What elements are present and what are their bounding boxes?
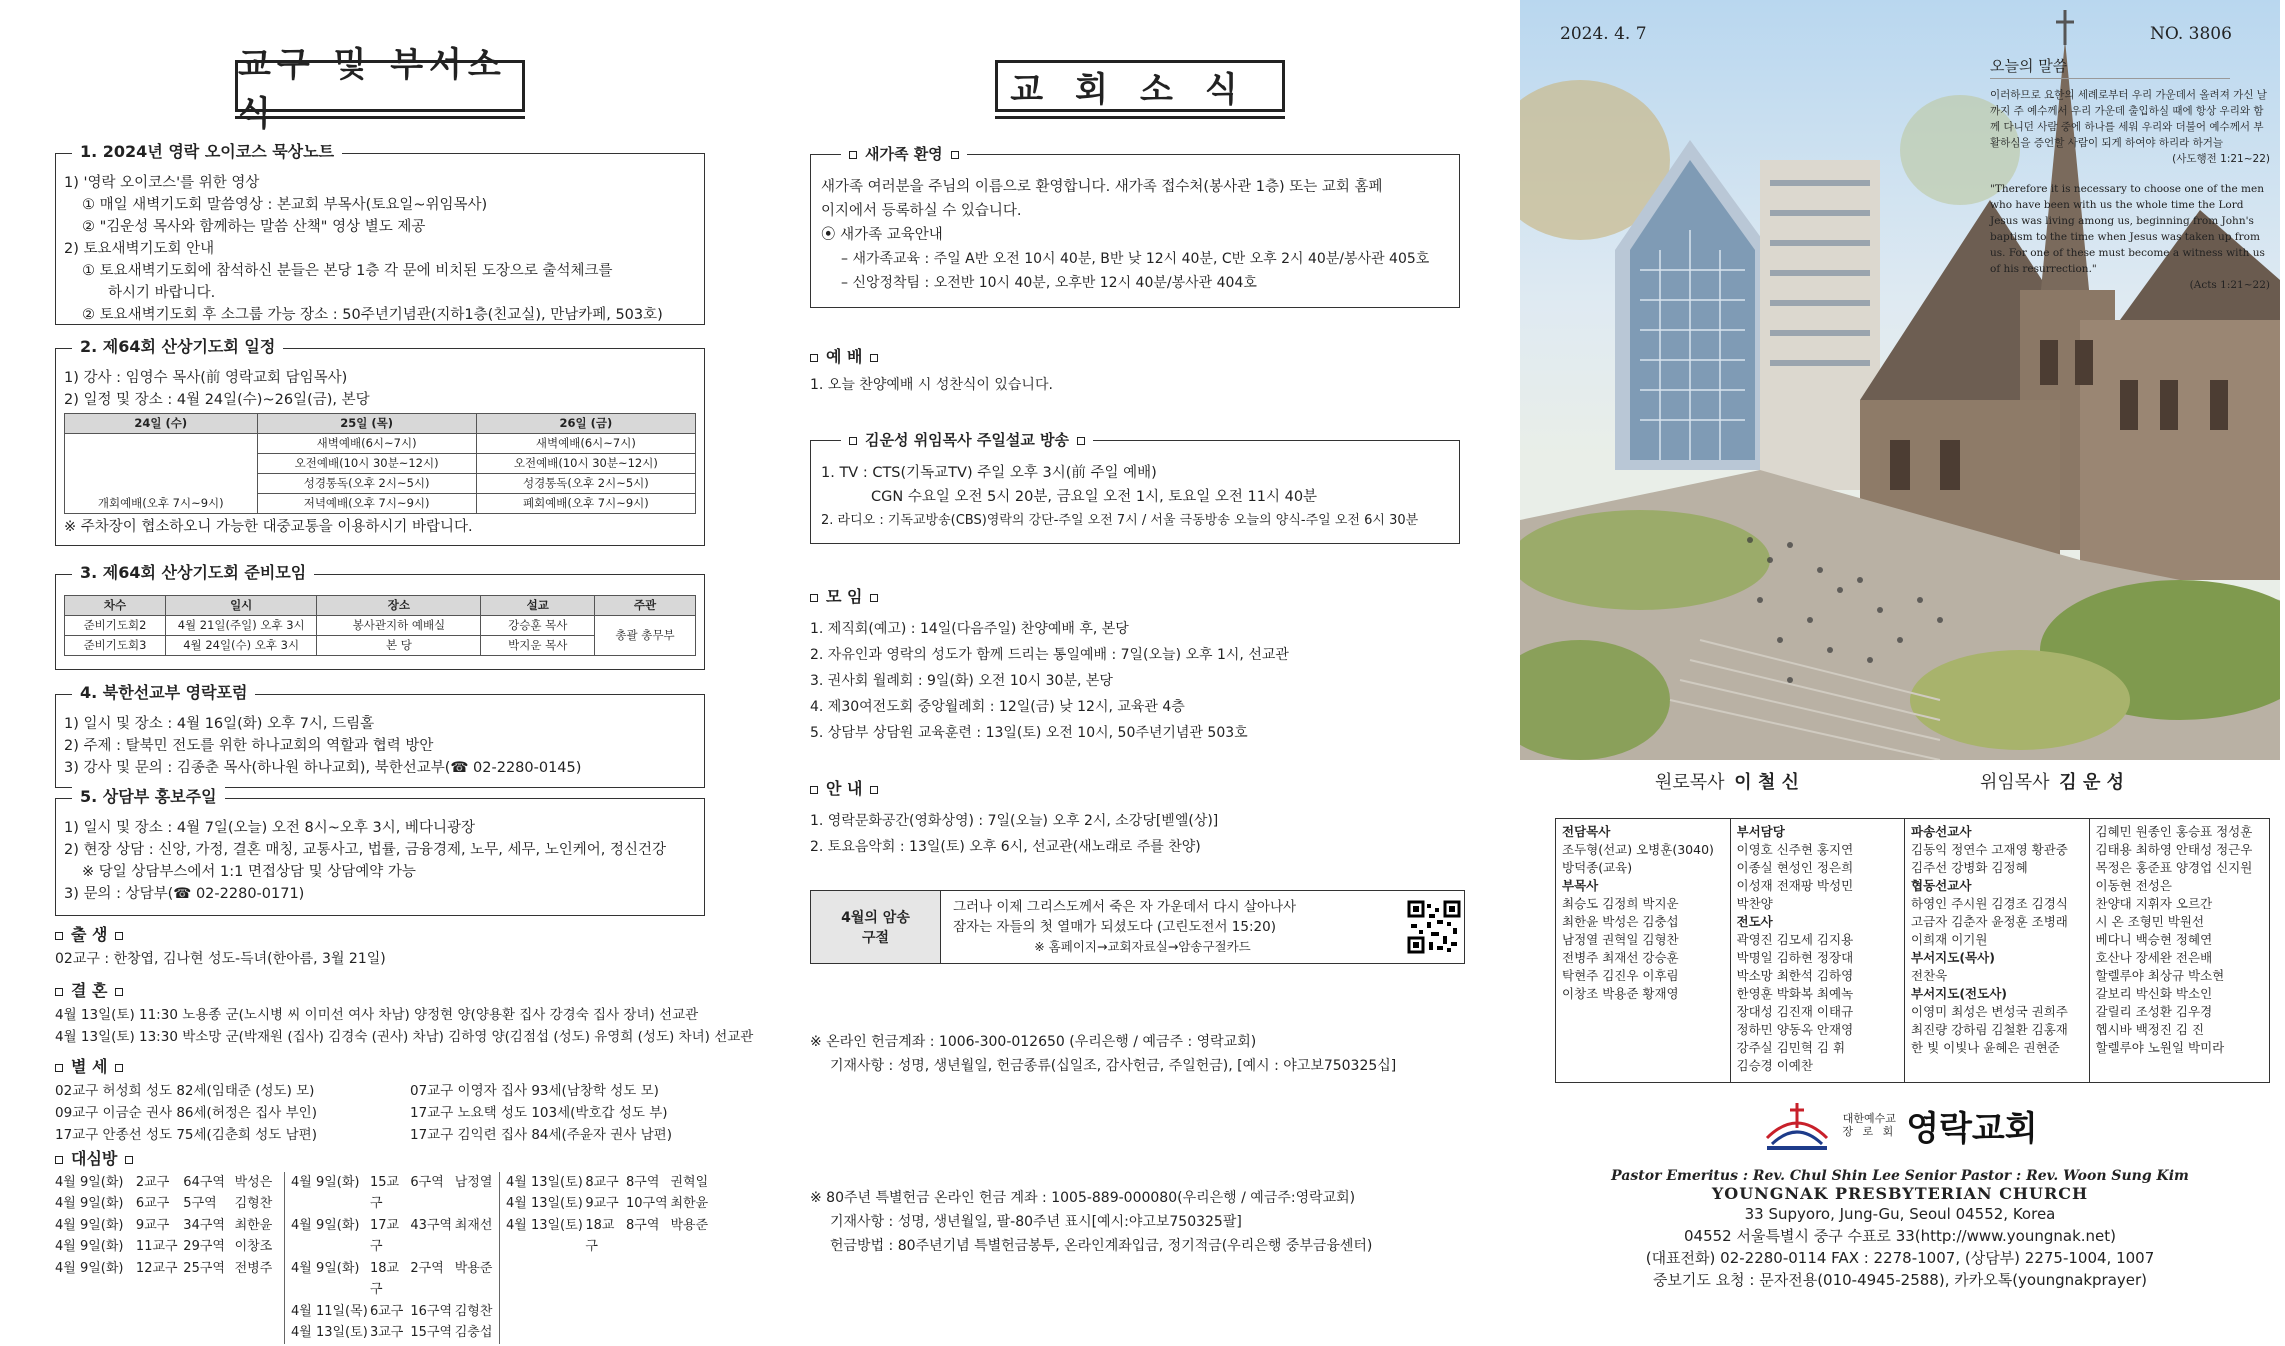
death-section (55, 1056, 705, 1146)
staff-names: 장대성 김진재 이태규 (1736, 1004, 1854, 1019)
visit-cell: 43구역 (410, 1217, 453, 1233)
pastor-title: 위임목사 (1980, 772, 2050, 793)
visit-cell: 18교구 (369, 1260, 400, 1297)
staff-names: 김태용 최하영 안태성 정근우 (2095, 842, 2253, 857)
dept-news-title: 교구 및 부서소식 (235, 60, 525, 112)
text-line: ※ 홈페이지→교회자료실→암송구절카드 (1034, 939, 1251, 954)
text-line: 헌금방법 : 80주년기념 특별헌금봉투, 온라인계좌입금, 정기적금(우리은행 중부금융센터) (830, 1238, 1373, 1254)
visit-row (506, 1172, 715, 1194)
visit-cell: 4월 9일(화) (291, 1217, 360, 1233)
staff-names: 고금자 김춘자 윤정훈 조병래 (1911, 914, 2068, 929)
visit-cell: 전병주 (234, 1260, 273, 1276)
staff-names: 헵시바 백정진 김 진 (2095, 1022, 2205, 1037)
table-cell: 성경통독(오후 2시~5시) (257, 474, 476, 494)
visit-cell: 6구역 (410, 1174, 444, 1190)
death-head: 별 세 (71, 1057, 108, 1076)
visit-cell: 18교구 (585, 1217, 615, 1254)
text-line: 기재사항 : 성명, 생년월일, 헌금종류(십일조, 감사헌금, 주일헌금), [예시 : 야고보750325십] (830, 1058, 1397, 1074)
visit-cell: 4월 9일(화) (55, 1196, 124, 1211)
staff-names: 최진량 강하림 김철환 김홍재 (1911, 1022, 2068, 1037)
table-cell: 준비기도회3 (65, 636, 166, 656)
verse-english-ref: (Acts 1:21~22) (2189, 279, 2270, 291)
staff-column-2 (1731, 819, 1906, 1082)
text-line: 하시기 바랍니다. (108, 285, 216, 301)
visit-cell: 김형찬 (234, 1196, 273, 1211)
table-cell: 폐회예배(오후 7시~9시) (476, 494, 695, 514)
text-line: ① 토요새벽기도회에 참석하신 분들은 본당 1층 각 문에 비치된 도장으로 출석체크를 (82, 263, 613, 279)
table-cell: 오전예배(10시 30분~12시) (476, 454, 695, 474)
staff-names: 최한윤 박성은 김충섭 (1562, 914, 1679, 929)
staff-names: 전찬욱 (1911, 968, 1948, 983)
table-header: 일시 (165, 596, 316, 616)
text-line: 17교구 안종선 성도 75세(김춘희 성도 남편) (55, 1127, 317, 1143)
staff-names: 이종실 현성인 정은희 (1736, 860, 1854, 875)
text-line: CGN 수요일 오전 5시 20분, 금요일 오전 1시, 토요일 오전 11시 40분 (871, 489, 1318, 505)
text-line: 09교구 이금순 권사 86세(허정은 집사 부인) (55, 1105, 317, 1121)
text-line: ② 토요새벽기도회 후 소그룹 가능 장소 : 50주년기념관(지하1층(친교실), 만남카페, 503호) (82, 307, 663, 323)
wedding-head: 결 혼 (71, 981, 108, 1000)
staff-label: 파송선교사 (1911, 824, 1972, 839)
staff-label: 부서담당 (1736, 824, 1785, 839)
staff-names: 찬양대 지휘자 오르간 (2095, 896, 2213, 911)
visit-column-2 (285, 1172, 500, 1344)
section-nk-forum-head: 4. 북한선교부 영락포럼 (72, 682, 255, 704)
staff-names: 곽영진 김모세 김지용 (1736, 932, 1854, 947)
text-line: 02교구 : 한창엽, 김나현 성도-득녀(한아름, 3월 21일) (55, 951, 386, 967)
staff-names: 박찬양 (1736, 896, 1773, 911)
visit-row (291, 1258, 499, 1301)
table-cell: 새벽예배(6시~7시) (476, 434, 695, 454)
visit-cell: 5구역 (183, 1196, 217, 1211)
text-line: 기재사항 : 성명, 생년월일, 팔-80주년 표시[예시:야고보750325팔] (830, 1214, 1242, 1230)
staff-names: 하영인 주시원 김경조 김경식 (1911, 896, 2068, 911)
table-cell: 총괄 총무부 (595, 616, 696, 656)
pastor-emeritus (1655, 768, 1799, 794)
staff-names: 목정은 홍준표 양경업 신지원 (2095, 860, 2253, 875)
text-line: 2. 자유인과 영락의 성도가 함께 드리는 통일예배 : 7일(오늘) 오후 1시, 선교관 (810, 647, 1289, 663)
visit-cell: 8교구 (585, 1174, 619, 1190)
staff-names: 박명일 김하현 정장대 (1736, 950, 1854, 965)
staff-names: 방덕종(교육) (1562, 860, 1633, 875)
staff-label: 전담목사 (1562, 824, 1611, 839)
staff-names: 이영호 신주현 홍지연 (1736, 842, 1854, 857)
visit-row (55, 1236, 280, 1258)
church-name: 영락교회 (1906, 1108, 2038, 1149)
text-line: 4월 13일(토) 11:30 노용종 군(노시병 씨 이미선 여사 차남) 양정현 양(양용환 집사 강경숙 집사 장녀) 선교관 (55, 1007, 699, 1023)
visit-cell: 4월 9일(화) (55, 1239, 124, 1254)
table-header: 장소 (317, 596, 481, 616)
text-line: 이지에서 등록하실 수 있습니다. (821, 203, 1022, 219)
text-line: ② "김운성 목사와 함께하는 말씀 산책" 영상 별도 제공 (82, 219, 426, 235)
visit-cell: 이창조 (234, 1239, 273, 1254)
visit-cell: 박성은 (234, 1174, 273, 1190)
table-cell: 박지운 목사 (481, 636, 595, 656)
text-line: ※ 온라인 헌금계좌 : 1006-300-012650 (우리은행 / 예금주 : 영락교회) (810, 1034, 1257, 1050)
guide-head: 안 내 (826, 779, 863, 798)
visit-row (291, 1322, 499, 1344)
visit-cell: 2구역 (410, 1260, 444, 1276)
visit-cell: 25구역 (183, 1260, 225, 1276)
issue-number: NO. 3806 (2150, 24, 2232, 44)
staff-names: 호산나 장세완 전은배 (2095, 950, 2213, 965)
text-line: 2) 현장 상담 : 신앙, 가정, 결혼 매칭, 교통사고, 법률, 금융경제, 노무, 세무, 노인케어, 정신건강 (64, 842, 667, 858)
text-line: 17교구 노요택 성도 103세(박호갑 성도 부) (410, 1105, 668, 1121)
address-korean: 04552 서울특별시 중구 수표로 33(http://www.youngnak.net) (1684, 1227, 2116, 1245)
table-cell: 성경통독(오후 2시~5시) (476, 474, 695, 494)
text-line: 17교구 김익련 집사 84세(주윤자 권사 남편) (410, 1127, 672, 1143)
broadcast-box (810, 431, 1460, 544)
wedding-section (55, 980, 754, 1048)
text-line: – 새가족교육 : 주일 A반 오전 10시 40분, B반 낮 12시 40분, C반 오후 2시 40분/봉사관 405호 (841, 251, 1430, 267)
visit-cell: 4월 9일(화) (55, 1217, 124, 1233)
visit-cell: 김형찬 (454, 1303, 493, 1319)
meeting-head: 모 임 (826, 587, 863, 606)
text-line: 잠자는 자들의 첫 열매가 되셨도다 (고린도전서 15:20) (953, 919, 1276, 935)
staff-names: 갈보리 박신화 박소인 (2095, 986, 2213, 1001)
staff-names: 시 온 조형민 박원선 (2095, 914, 2205, 929)
table-header: 설교 (481, 596, 595, 616)
staff-names: 할렐루야 최상규 박소현 (2095, 968, 2225, 983)
text-line: 1) '영락 오이코스'를 위한 영상 (64, 175, 260, 191)
staff-names: 갈릴리 조성환 김우경 (2095, 1004, 2213, 1019)
visit-cell: 10구역 (625, 1196, 668, 1211)
visit-cell: 4월 9일(화) (55, 1174, 124, 1190)
table-cell (65, 434, 258, 494)
visit-cell: 9교구 (585, 1196, 619, 1211)
staff-label: 전도사 (1736, 914, 1773, 929)
church-denomination: 대한예수교 (1842, 1112, 1896, 1125)
text-line: 5. 상담부 상담원 교육훈련 : 13일(토) 오전 10시, 50주년기념관 503호 (810, 725, 1248, 741)
text-line: 2) 토요새벽기도회 안내 (64, 241, 215, 257)
table-cell: 본 당 (317, 636, 481, 656)
table-cell: 오전예배(10시 30분~12시) (257, 454, 476, 474)
text-line: ※ 당일 상담부스에서 1:1 면접상담 및 상담예약 가능 (82, 864, 416, 880)
pastor-name: 김 운 성 (2059, 772, 2124, 793)
visit-cell: 12교구 (135, 1260, 178, 1276)
text-line: 새가족 여러분을 주님의 이름으로 환영합니다. 새가족 접수처(봉사관 1층) 또는 교회 홈페 (821, 179, 1383, 195)
church-news-title: 교회소식 (995, 60, 1285, 112)
visit-cell: 4월 13일(토) (506, 1174, 583, 1190)
staff-directory (1555, 818, 2270, 1083)
visit-cell: 남정열 (454, 1174, 493, 1190)
online-offering (810, 1030, 1470, 1078)
text-line: 1. 오늘 찬양예배 시 성찬식이 있습니다. (810, 377, 1053, 393)
text-line: 3. 권사회 월례회 : 9일(화) 오전 10시 30분, 본당 (810, 673, 1113, 689)
staff-names: 탁현주 김진우 이후림 (1562, 968, 1679, 983)
visit-row (506, 1193, 715, 1215)
address-english: 33 Supyoro, Jung-Gu, Seoul 04552, Korea (1744, 1205, 2056, 1223)
verse-english: "Therefore it is necessary to choose one of the men who have been with us the whole time the Lord Jesus was living among us, beginning from John's baptism to the time when Jesus was taken up from us. For one of these must become a witness with us of his resurrection." (1990, 183, 2265, 275)
visit-column-3 (500, 1172, 715, 1344)
visit-cell: 김충섭 (454, 1325, 493, 1340)
church-denomination-2: 장 로 회 (1842, 1125, 1897, 1138)
staff-names: 이동현 전성은 (2095, 878, 2172, 893)
text-line: 2) 일정 및 장소 : 4월 24일(수)~26일(금), 본당 (64, 392, 370, 408)
new-family-head: 새가족 환영 (865, 145, 943, 163)
table-cell: 4월 24일(수) 오후 3시 (165, 636, 316, 656)
visit-row (55, 1193, 280, 1215)
visit-head: 대심방 (71, 1149, 118, 1168)
table-cell: 개회예배(오후 7시~9시) (65, 494, 258, 514)
prayer-schedule-table (64, 413, 696, 514)
visit-cell: 4월 9일(화) (291, 1174, 360, 1190)
visit-cell: 15교구 (369, 1174, 400, 1211)
church-emblem-icon (1762, 1098, 1832, 1153)
text-line: 1. 영락문화공간(영화상영) : 7일(오늘) 오후 2시, 소강당[벧엘(상)] (810, 813, 1219, 829)
table-cell: 봉사관지하 예배실 (317, 616, 481, 636)
staff-names: 한영훈 박화복 최예녹 (1736, 986, 1854, 1001)
staff-names: 최승도 김정희 박지운 (1562, 896, 1679, 911)
staff-names: 베다니 백승현 정혜연 (2095, 932, 2213, 947)
table-row (65, 434, 696, 454)
guide-section (810, 776, 1460, 860)
staff-names: 김승경 이예찬 (1736, 1058, 1813, 1073)
text-line: ① 매일 새벽기도회 말씀영상 : 본교회 부목사(토요일~위임목사) (82, 197, 488, 213)
church-name-english: YOUNGNAK PRESBYTERIAN CHURCH (1711, 1184, 2089, 1203)
cover-column (1520, 0, 2280, 1346)
pastor-name: 이 철 신 (1734, 772, 1799, 793)
text-line: 1. 제직회(예고) : 14일(다음주일) 찬양예배 후, 본당 (810, 621, 1129, 637)
visit-cell: 6교구 (369, 1303, 404, 1319)
visit-cell: 8구역 (625, 1174, 660, 1190)
section-prayer-schedule-head: 2. 제64회 산상기도회 일정 (72, 336, 283, 358)
staff-names: 전병주 최재선 강승훈 (1562, 950, 1679, 965)
visit-cell: 4월 9일(화) (55, 1260, 124, 1276)
verse-korean: 이러하므로 요한의 세례로부터 우리 가운데서 올려져 가신 날까지 주 예수께서 우리 가운데 출입하실 때에 항상 우리와 함께 다니던 사람 중에 하나를 세워 우리와 더불어 예수께서 부활하심을 증언할 사람이 되게 하여야 하리라 하거늘 (1990, 89, 2267, 149)
text-line: 3) 문의 : 상담부(☎ 02-2280-0171) (64, 886, 305, 902)
verse-title: 오늘의 말씀 (1990, 58, 2230, 79)
text-line: 그러나 이제 그리스도께서 죽은 자 가운데서 다시 살아나사 (953, 899, 1297, 915)
section-counsel (55, 787, 705, 916)
staff-names: 이희재 이기원 (1911, 932, 1988, 947)
table-cell: 강승훈 목사 (481, 616, 595, 636)
visit-row (55, 1215, 280, 1237)
staff-names: 조두형(선교) 오병훈(3040) (1562, 842, 1714, 857)
broadcast-head: 김운성 위임목사 주일설교 방송 (865, 431, 1070, 449)
todays-verse (1990, 58, 2270, 293)
section-prayer-prep-head: 3. 제64회 산상기도회 준비모임 (72, 562, 314, 584)
text-line: ※ 80주년 특별헌금 온라인 헌금 계좌 : 1005-889-000080(우리은행 / 예금주:영락교회) (810, 1190, 1356, 1206)
table-header: 24일 (수) (65, 414, 258, 434)
visit-cell: 최재선 (454, 1217, 493, 1233)
staff-names: 김혜민 원종인 홍승표 정성훈 (2095, 824, 2253, 839)
footer (1520, 1090, 2280, 1291)
table-header: 주관 (595, 596, 696, 616)
staff-names: 할렐루야 노원일 박미라 (2095, 1040, 2225, 1055)
table-cell: 새벽예배(6시~7시) (257, 434, 476, 454)
visit-section (55, 1148, 715, 1344)
visit-cell: 11교구 (135, 1239, 178, 1254)
section-nk-forum (55, 683, 705, 788)
visit-column-1 (55, 1172, 285, 1344)
visit-cell: 4월 13일(토) (506, 1217, 583, 1233)
meeting-section (810, 584, 1460, 746)
visit-cell: 3교구 (369, 1325, 404, 1340)
table-row (65, 494, 696, 514)
table-cell: 저녁예배(오후 7시~9시) (257, 494, 476, 514)
visit-row (291, 1172, 499, 1215)
staff-names: 김동익 정연수 고재영 황관중 (1911, 842, 2068, 857)
senior-pastor (1980, 768, 2124, 794)
staff-names: 한 빛 이빛나 윤혜은 권현준 (1911, 1040, 2060, 1055)
special-offering (810, 1186, 1470, 1258)
pastor-title: 원로목사 (1655, 772, 1725, 793)
phone-numbers: (대표전화) 02-2280-0114 FAX : 2278-1007, (상담부) 2275-1004, 1007 (1645, 1249, 2155, 1267)
staff-label: 협동선교사 (1911, 878, 1972, 893)
visit-cell: 15구역 (410, 1325, 453, 1340)
visit-cell: 최한윤 (234, 1217, 273, 1233)
staff-label: 부서지도(목사) (1911, 950, 1995, 965)
verse-korean-ref: (사도행전 1:21~22) (2172, 153, 2270, 165)
staff-names: 이영미 최성은 변성국 권희주 (1911, 1004, 2068, 1019)
prayer-request: 중보기도 요청 : 문자전용(010-4945-2588), 카카오톡(youngnakprayer) (1652, 1271, 2148, 1289)
table-header: 25일 (목) (257, 414, 476, 434)
visit-row (291, 1215, 499, 1258)
section-oikos-head: 1. 2024년 영락 오이코스 묵상노트 (72, 141, 342, 163)
visit-cell: 64구역 (183, 1174, 225, 1190)
text-line: 07교구 이영자 집사 93세(남창학 성도 모) (410, 1083, 659, 1099)
birth-section (55, 924, 705, 970)
staff-names: 박소망 최한석 김하영 (1736, 968, 1854, 983)
visit-cell: 권혁일 (670, 1174, 709, 1190)
visit-cell: 4월 13일(토) (291, 1325, 368, 1340)
issue-date: 2024. 4. 7 (1560, 24, 1647, 44)
section-oikos (55, 142, 705, 325)
memory-verse-label: 4월의 암송 구절 (811, 891, 941, 963)
staff-column-4 (2090, 819, 2270, 1082)
worship-head: 예 배 (826, 347, 863, 366)
text-line: 2. 토요음악회 : 13일(토) 오후 6시, 선교관(새노래로 주를 찬양) (810, 839, 1201, 855)
church-photo (1520, 0, 2280, 760)
staff-names: 이성재 전재팡 박성민 (1736, 878, 1854, 893)
section-counsel-head: 5. 상담부 홍보주일 (72, 786, 225, 808)
section-prayer-prep (55, 563, 705, 670)
text-line: 4월 13일(토) 13:30 박소망 군(박재원 (집사) 김경숙 (권사) 차남) 김하영 양(김점섭 (성도) 유영희 (성도) 차녀) 선교관 (55, 1029, 754, 1045)
text-line: 02교구 허성희 성도 82세(임태준 (성도) 모) (55, 1083, 315, 1099)
new-family-box (810, 145, 1460, 308)
staff-column-3 (1905, 819, 2089, 1082)
visit-cell: 4월 9일(화) (291, 1260, 360, 1276)
memory-verse-box (810, 890, 1465, 964)
text-line: 1) 강사 : 임영수 목사(前 영락교회 담임목사) (64, 370, 348, 386)
table-cell: 4월 21일(주일) 오후 3시 (165, 616, 316, 636)
section-prayer-schedule (55, 337, 705, 546)
staff-names: 김주선 강병화 김정혜 (1911, 860, 2028, 875)
qr-code-icon[interactable] (1404, 891, 1464, 963)
visit-cell: 최한윤 (670, 1196, 709, 1211)
table-header: 차수 (65, 596, 166, 616)
visit-row (55, 1258, 280, 1280)
visit-cell: 9교구 (135, 1217, 170, 1233)
text-line: 2. 라디오 : 기독교방송(CBS)영락의 강단-주일 오전 7시 / 서울 극동방송 오늘의 양식-주일 오전 6시 30분 (821, 513, 1419, 528)
text-line: ⦿ 새가족 교육안내 (821, 227, 943, 243)
staff-names: 이창조 박용준 황재영 (1562, 986, 1679, 1001)
visit-cell: 16구역 (410, 1303, 453, 1319)
table-cell: 준비기도회2 (65, 616, 166, 636)
staff-column-1 (1556, 819, 1731, 1082)
visit-cell: 6교구 (135, 1196, 170, 1211)
table-header: 26일 (금) (476, 414, 695, 434)
worship-section (810, 346, 1460, 396)
text-line: 4. 제30여전도회 중앙월례회 : 12일(금) 낮 12시, 교육관 4층 (810, 699, 1185, 715)
church-logo (1520, 1090, 2280, 1160)
visit-cell: 4월 11일(목) (291, 1303, 368, 1319)
staff-label: 부서지도(전도사) (1911, 986, 2007, 1001)
text-line: 1) 일시 및 장소 : 4월 7일(오늘) 오전 8시~오후 3시, 베다니광장 (64, 820, 475, 836)
visit-row (55, 1172, 280, 1194)
text-line: 2) 주제 : 탈북민 전도를 위한 하나교회의 역할과 협력 방안 (64, 738, 434, 754)
staff-names: 남정열 권혁일 김형찬 (1562, 932, 1679, 947)
pastors-english: Pastor Emeritus : Rev. Chul Shin Lee Senior Pastor : Rev. Woon Sung Kim (1611, 1168, 2189, 1184)
visit-cell: 2교구 (135, 1174, 170, 1190)
visit-cell: 34구역 (183, 1217, 225, 1233)
text-line: – 신앙정착팀 : 오전반 10시 40분, 오후반 12시 40분/봉사관 404호 (841, 275, 1257, 291)
staff-names: 정하민 양동옥 안재영 (1736, 1022, 1854, 1037)
text-line: 3) 강사 및 문의 : 김종춘 목사(하나원 하나교회), 북한선교부(☎ 02-2280-0145) (64, 760, 582, 776)
note-line: ※ 주차장이 협소하오니 가능한 대중교통을 이용하시기 바랍니다. (64, 519, 473, 535)
visit-cell: 17교구 (369, 1217, 400, 1254)
visit-cell: 8구역 (625, 1217, 660, 1233)
visit-row (291, 1301, 499, 1323)
staff-names: 강주실 김민혁 김 휘 (1736, 1040, 1846, 1055)
visit-cell: 박용준 (454, 1260, 493, 1276)
visit-cell: 박용준 (670, 1217, 709, 1233)
table-row (65, 616, 696, 636)
prayer-prep-table (64, 595, 696, 656)
staff-label: 부목사 (1562, 878, 1599, 893)
visit-row (506, 1215, 715, 1258)
text-line: 1) 일시 및 장소 : 4월 16일(화) 오후 7시, 드림홀 (64, 716, 375, 732)
birth-head: 출 생 (71, 925, 108, 944)
visit-cell: 4월 13일(토) (506, 1196, 583, 1211)
visit-cell: 29구역 (183, 1239, 225, 1254)
text-line: 1. TV : CTS(기독교TV) 주일 오후 3시(前 주일 예배) (821, 465, 1157, 481)
